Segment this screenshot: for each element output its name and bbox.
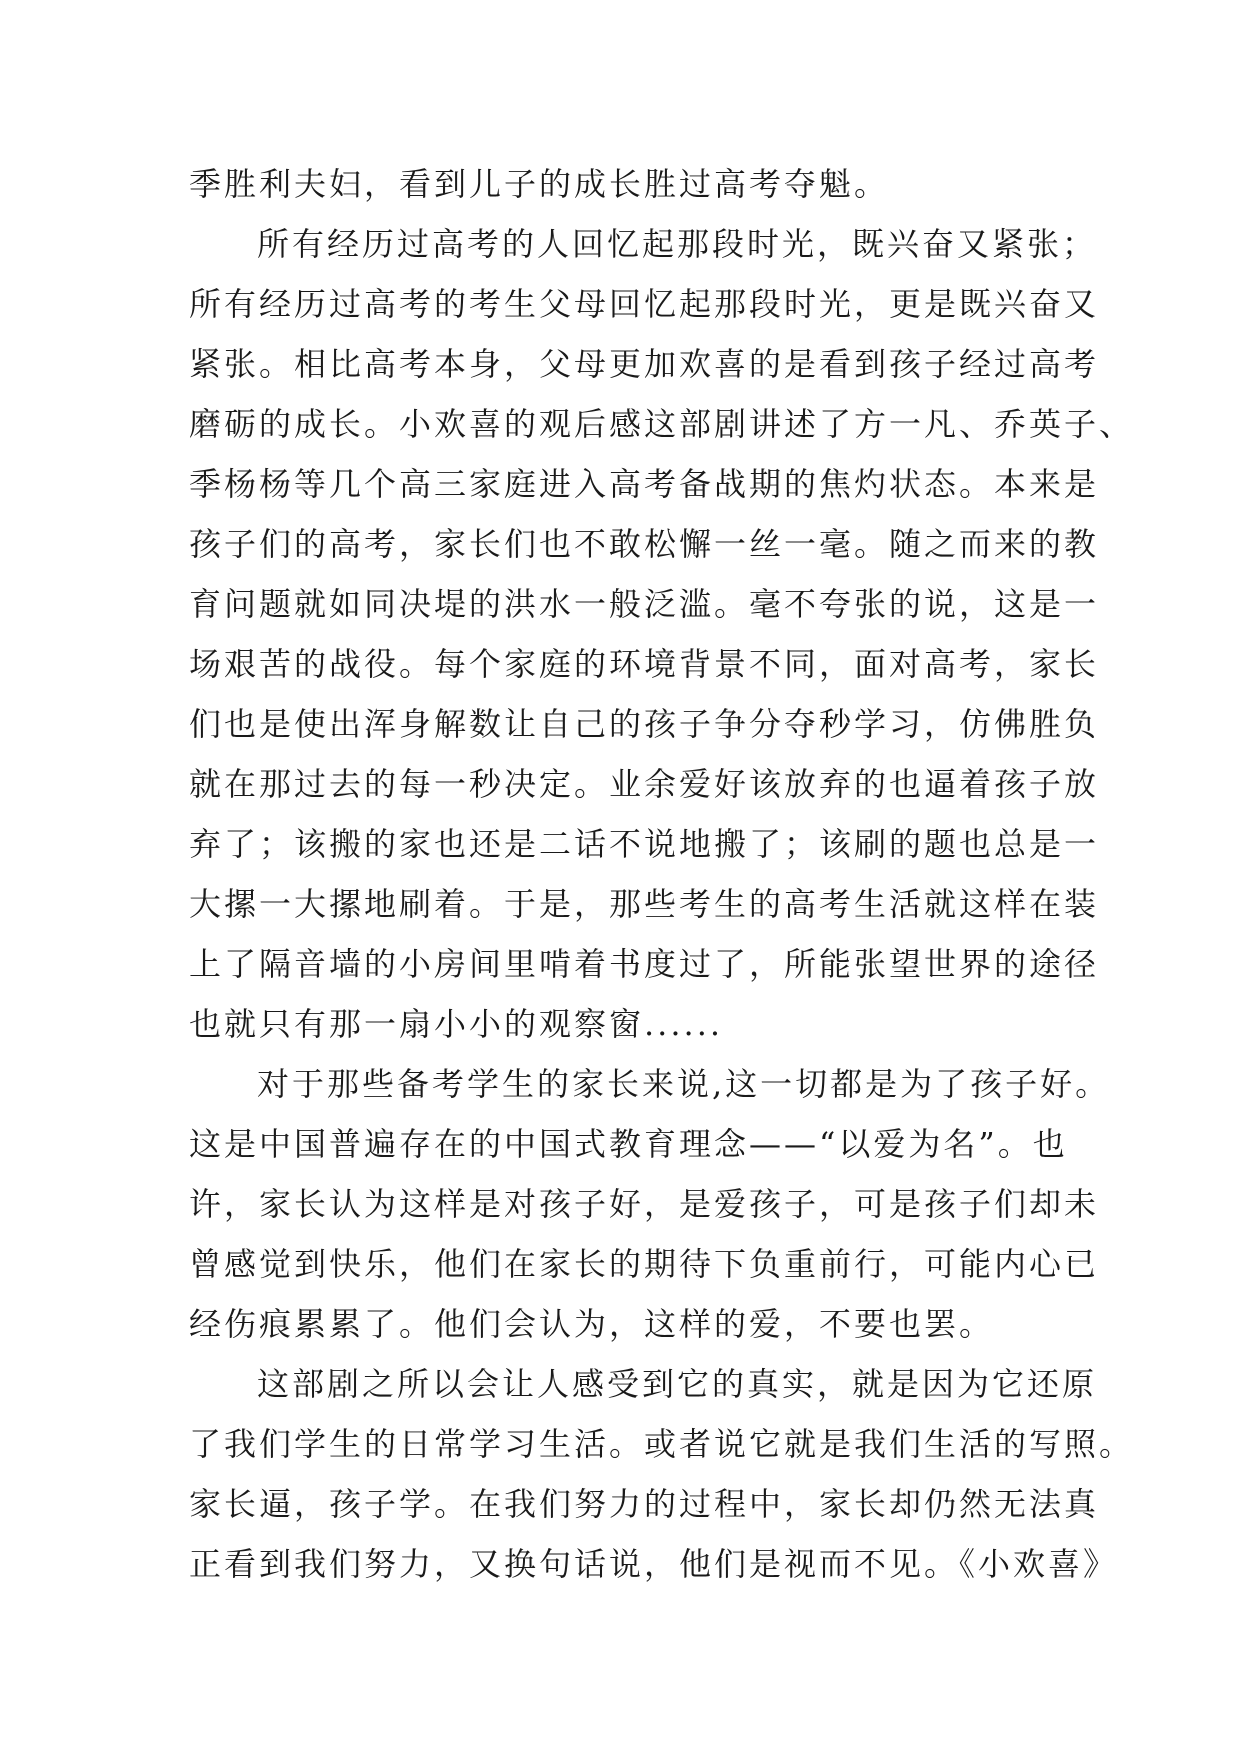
text-line: 孩子们的高考，家长们也不敢松懈一丝一毫。随之而来的教 xyxy=(189,525,1100,563)
text-line: 上了隔音墙的小房间里啃着书度过了，所能张望世界的途径 xyxy=(189,945,1100,983)
text-line: 对于那些备考学生的家长来说,这一切都是为了孩子好。 xyxy=(257,1065,1111,1103)
text-line: 也就只有那一扇小小的观察窗...... xyxy=(189,1005,724,1043)
body-text xyxy=(189,154,1135,1594)
paragraph-2 xyxy=(189,214,1135,1054)
text-line: 紧张。相比高考本身，父母更加欢喜的是看到孩子经过高考 xyxy=(189,345,1100,383)
paragraph-4 xyxy=(189,1354,1135,1594)
paragraph-3 xyxy=(189,1054,1111,1354)
text-line: 大摞一大摞地刷着。于是，那些考生的高考生活就这样在装 xyxy=(189,885,1100,923)
text-line: 季胜利夫妇，看到儿子的成长胜过高考夺魁。 xyxy=(189,165,890,203)
text-line: 所有经历过高考的人回忆起那段时光，既兴奋又紧张； xyxy=(257,225,1098,263)
text-line: 季杨杨等几个高三家庭进入高考备战期的焦灼状态。本来是 xyxy=(189,465,1100,503)
text-line: 了我们学生的日常学习生活。或者说它就是我们生活的写照。 xyxy=(189,1425,1135,1463)
text-line: 育问题就如同决堤的洪水一般泛滥。毫不夸张的说，这是一 xyxy=(189,585,1100,623)
text-line: 弃了；该搬的家也还是二话不说地搬了；该刷的题也总是一 xyxy=(189,825,1100,863)
text-line: 磨砺的成长。小欢喜的观后感这部剧讲述了方一凡、乔英子、 xyxy=(189,405,1135,443)
text-line: 许，家长认为这样是对孩子好，是爱孩子，可是孩子们却未 xyxy=(189,1185,1100,1223)
text-line: 经伤痕累累了。他们会认为，这样的爱，不要也罢。 xyxy=(189,1305,995,1343)
text-line: 这是中国普遍存在的中国式教育理念——“以爱为名”。也 xyxy=(189,1125,1068,1163)
text-line: 所有经历过高考的考生父母回忆起那段时光，更是既兴奋又 xyxy=(189,285,1100,323)
text-line: 家长逼，孩子学。在我们努力的过程中，家长却仍然无法真 xyxy=(189,1485,1100,1523)
text-line: 正看到我们努力，又换句话说，他们是视而不见。《小欢喜》 xyxy=(189,1545,1119,1583)
text-line: 就在那过去的每一秒决定。业余爱好该放弃的也逼着孩子放 xyxy=(189,765,1100,803)
text-line: 们也是使出浑身解数让自己的孩子争分夺秒学习，仿佛胜负 xyxy=(189,705,1100,743)
text-line: 曾感觉到快乐，他们在家长的期待下负重前行，可能内心已 xyxy=(189,1245,1100,1283)
paragraph-1 xyxy=(189,154,1069,214)
text-line: 场艰苦的战役。每个家庭的环境背景不同，面对高考，家长 xyxy=(189,645,1100,683)
text-line: 这部剧之所以会让人感受到它的真实，就是因为它还原 xyxy=(257,1365,1098,1403)
